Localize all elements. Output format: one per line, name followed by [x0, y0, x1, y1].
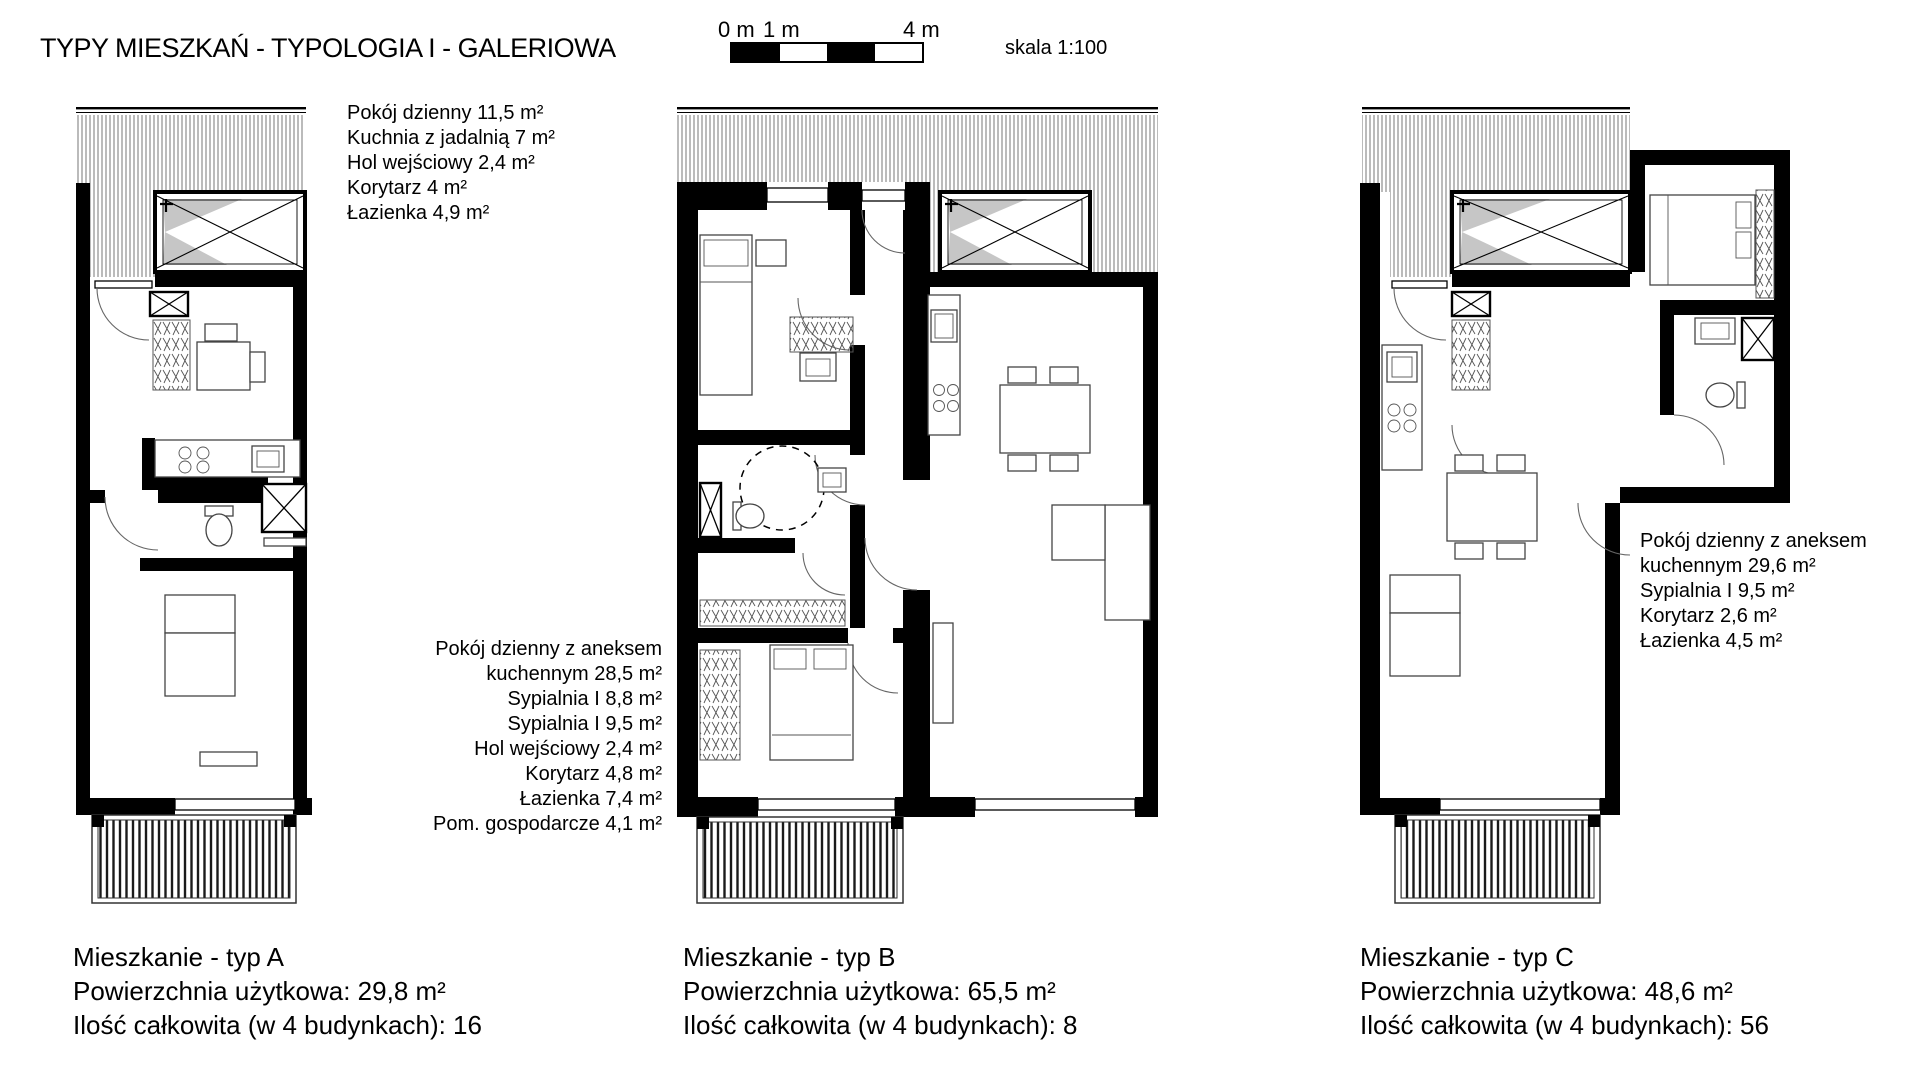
room-list-item: kuchennym 28,5 m²	[486, 663, 662, 685]
scale-ratio-label: skala 1:100	[1005, 37, 1108, 59]
caption-line: Mieszkanie - typ A	[73, 942, 284, 972]
shaft-box-c	[1452, 292, 1490, 316]
entry-door-a	[95, 281, 152, 340]
desk-a	[197, 324, 265, 390]
skylight-c	[1452, 192, 1630, 272]
kitchen-c	[1382, 345, 1422, 470]
plan-a-caption	[73, 940, 482, 1042]
wardrobe-hall-c	[1452, 320, 1490, 390]
bathroom-b	[700, 446, 846, 537]
room-list-item: Pokój dzienny 11,5 m²	[347, 102, 544, 124]
caption-line: Ilość całkowita (w 4 budynkach): 56	[1360, 1010, 1769, 1040]
room-list-item: Korytarz 4 m²	[347, 177, 468, 199]
caption-line: Ilość całkowita (w 4 budynkach): 8	[683, 1010, 1078, 1040]
plan-b-room-list	[300, 637, 662, 837]
room-list-item: Hol wejściowy 2,4 m²	[347, 152, 535, 174]
dining-table-b	[1000, 367, 1090, 471]
kitchen-b	[928, 295, 960, 435]
balcony-c	[1395, 815, 1600, 903]
bedroom2-b	[700, 645, 853, 760]
scale-bar	[730, 42, 924, 63]
sofa-a	[165, 595, 257, 766]
wardrobe-a	[153, 320, 190, 390]
room-list-item: Sypialnia I 9,5 m²	[507, 713, 662, 735]
bedroom1-b	[700, 235, 853, 395]
bathroom-c	[1695, 318, 1774, 408]
balcony-window-a	[175, 799, 295, 810]
scale-tick-0m: 0 m	[718, 17, 755, 42]
caption-line: Mieszkanie - typ C	[1360, 942, 1574, 972]
room-list-item: Hol wejściowy 2,4 m²	[474, 738, 662, 760]
dining-table-c	[1447, 455, 1537, 559]
room-list-item: Korytarz 4,8 m²	[525, 763, 662, 785]
room-list-item: Sypialnia I 9,5 m²	[1640, 580, 1795, 602]
sofa-c	[1390, 575, 1460, 676]
room-list-item: Łazienka 7,4 m²	[519, 788, 662, 810]
room-list-item: Łazienka 4,5 m²	[1640, 630, 1783, 652]
caption-line: Ilość całkowita (w 4 budynkach): 16	[73, 1010, 482, 1040]
plan-a-room-list	[347, 101, 555, 226]
shaft-box-a	[150, 292, 188, 316]
floor-plan-b	[677, 107, 1158, 903]
plan-c-caption	[1360, 940, 1769, 1042]
bedroom-c	[1650, 190, 1774, 298]
room-list-item: Pokój dzienny z aneksem	[435, 638, 662, 660]
plan-b-caption	[683, 940, 1078, 1042]
skylight-a	[155, 192, 305, 272]
utility-room-b	[700, 600, 845, 626]
caption-line: Powierzchnia użytkowa: 48,6 m²	[1360, 976, 1733, 1006]
caption-line: Powierzchnia użytkowa: 65,5 m²	[683, 976, 1056, 1006]
sofa-b	[933, 505, 1150, 723]
room-list-item: Sypialnia I 8,8 m²	[507, 688, 662, 710]
scale-tick-4m: 4 m	[903, 17, 940, 42]
caption-line: Mieszkanie - typ B	[683, 942, 896, 972]
balcony-a	[92, 815, 296, 903]
balcony-b	[697, 817, 903, 903]
floor-plan-a	[76, 107, 312, 903]
room-list-item: Kuchnia z jadalnią 7 m²	[347, 127, 555, 149]
scale-tick-1m: 1 m	[763, 17, 800, 42]
room-list-item: kuchennym 29,6 m²	[1640, 555, 1816, 577]
skylight-b	[940, 192, 1090, 272]
room-list-item: Pokój dzienny z aneksem	[1640, 530, 1867, 552]
room-list-item: Korytarz 2,6 m²	[1640, 605, 1777, 627]
floor-plan-c	[1360, 107, 1790, 903]
kitchen-a	[155, 440, 300, 477]
page-title: TYPY MIESZKAŃ - TYPOLOGIA I - GALERIOWA	[40, 33, 616, 63]
caption-line: Powierzchnia użytkowa: 29,8 m²	[73, 976, 446, 1006]
plan-c-room-list	[1640, 529, 1867, 654]
room-list-item: Łazienka 4,9 m²	[347, 202, 490, 224]
room-list-item: Pom. gospodarcze 4,1 m²	[433, 813, 662, 835]
